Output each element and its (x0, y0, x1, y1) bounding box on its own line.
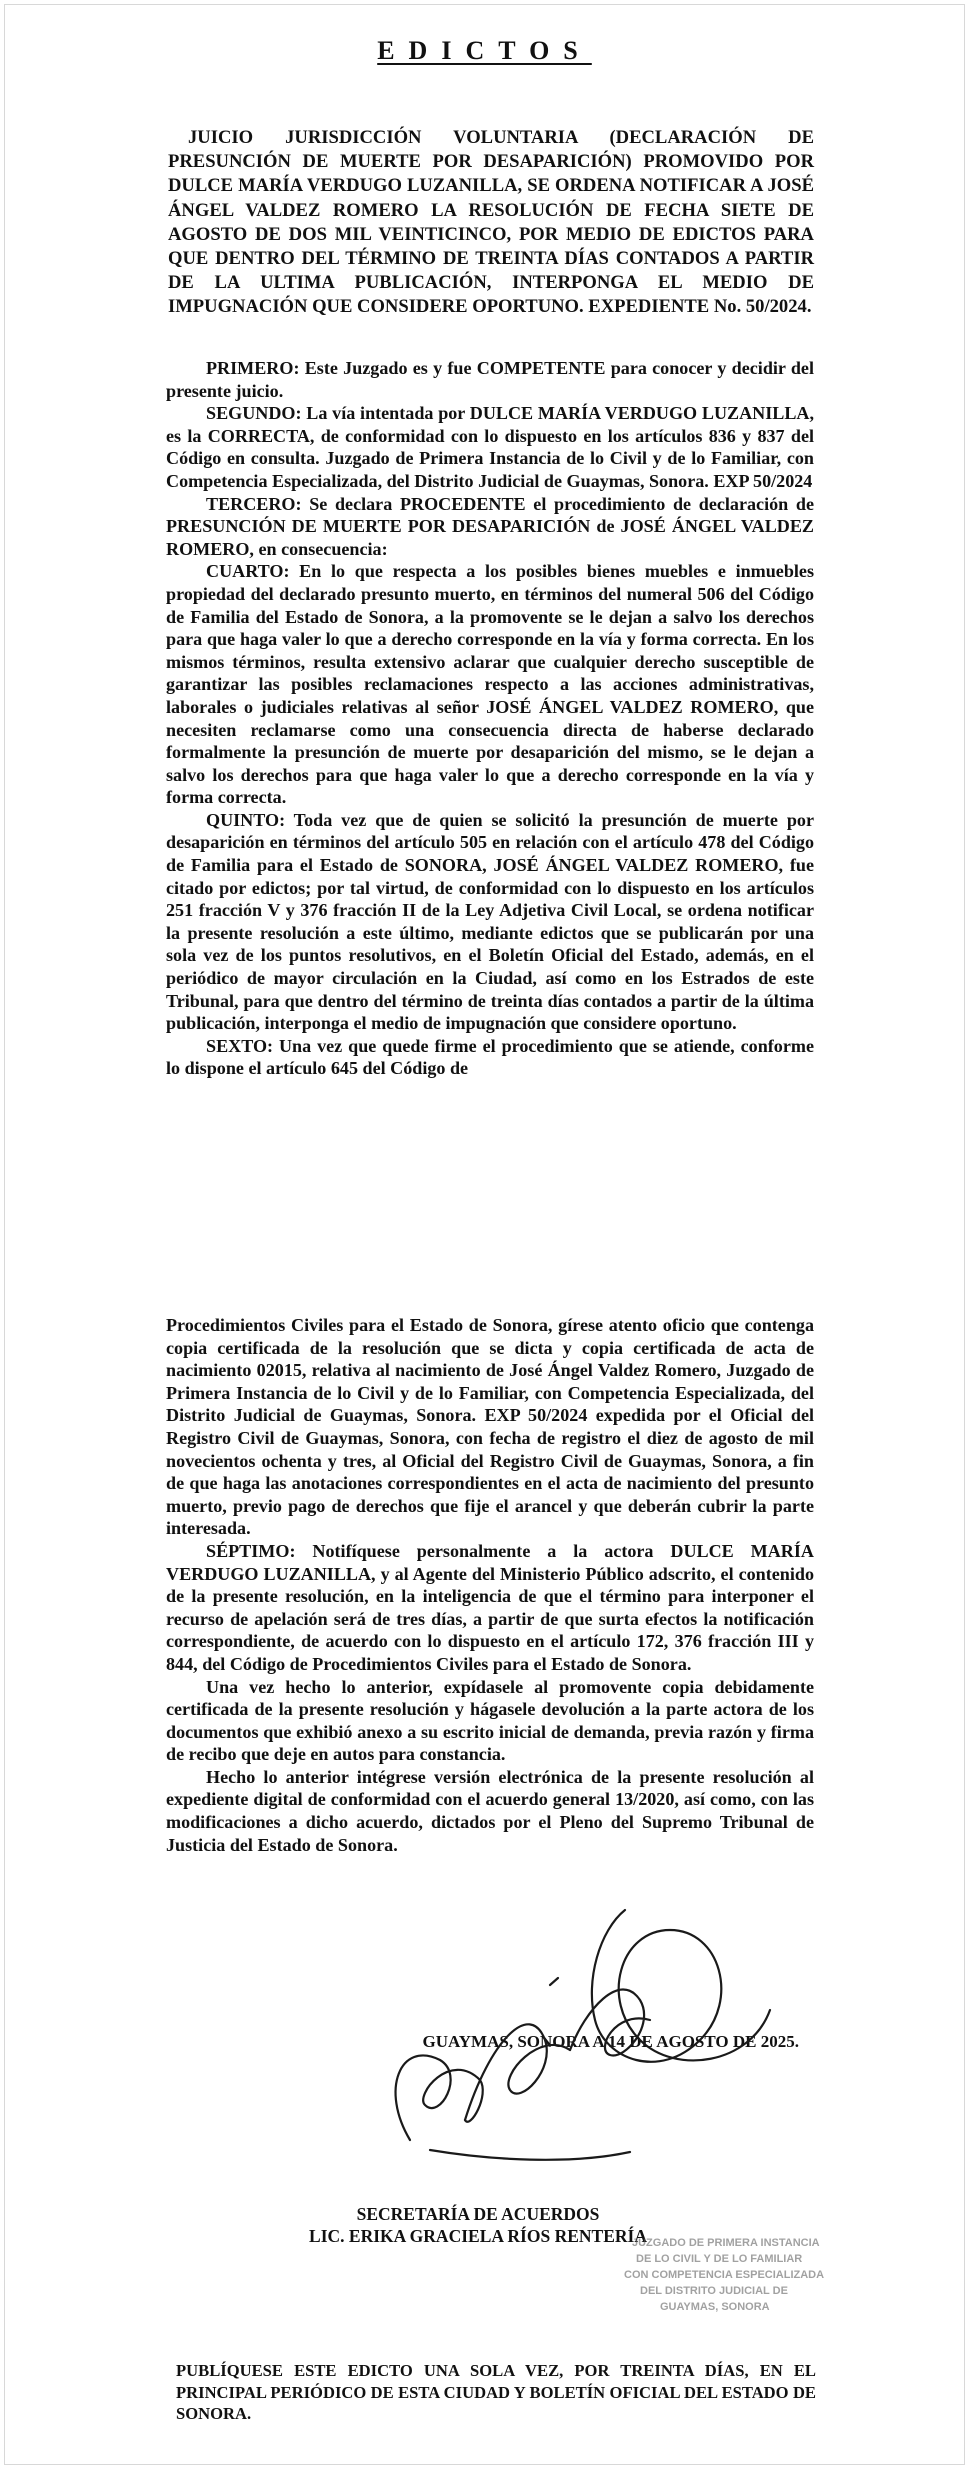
document-title: EDICTOS (377, 36, 592, 65)
point-sexto-continued: Procedimientos Civiles para el Estado de Sonora, gírese atento oficio que contenga copia certificada de la resolución que se dicta y copia certificada de acta de nacimiento 02015, relativa al nacimiento de José Ángel Valdez Romero, Juzgado de Primera Instancia de lo Civil y de lo Familiar, con Competencia Especializada, del Distrito Judicial de Guaymas, Sonora. EXP 50/2024 expedida por el Oficial del Registro Civil de Guaymas, Sonora, con fecha de registro el diez de agosto de mil novecientos ochenta y tres, al Oficial del Registro Civil de Guaymas, Sonora, a fin de que haga las anotaciones correspondientes en el acta de nacimiento del presunto muerto, previo pago de derechos que fije el arancel y que deberán cubrir la parte interesada. (166, 1315, 814, 1539)
point-primero: PRIMERO: Este Juzgado es y fue COMPETENTE para conocer y decidir del presente juicio. (166, 358, 814, 401)
point-sexto: SEXTO: Una vez que quede firme el procedimiento que se atiende, conforme lo dispone el artículo 645 del Código de (166, 1035, 814, 1079)
seal-line-3: CON COMPETENCIA ESPECIALIZADA (624, 2269, 825, 2281)
signature-block (288, 2203, 668, 2247)
signatory-name: LIC. ERIKA GRACIELA RÍOS RENTERÍA (309, 2226, 647, 2246)
seal-line-4: DEL DISTRITO JUDICIAL DE (640, 2285, 788, 2297)
paragraph-copia: Una vez hecho lo anterior, expídasele al promovente copia debidamente certificada de la presente resolución y hágasele devolución a la parte actora de los documentos que exhibió anexo a su escrito inicial de demanda, previa razón y firma de recibo que deje en autos para constancia. (166, 1676, 814, 1765)
signatory-role: SECRETARÍA DE ACUERDOS (356, 2204, 600, 2224)
point-quinto: QUINTO: Toda vez que de quien se solicitó la presunción de muerte por desaparición en términos del artículo 505 en relación con el artículo 478 del Código de Familia para el Estado de SONORA, JOSÉ ÁNGEL VALDEZ ROMERO, fue citado por edictos; por tal virtud, de conformidad con lo dispuesto en los artículos 251 fracción V y 376 fracción II de la Ley Adjetiva Civil Local, se ordena notificar la presente resolución a este último, mediante edictos que se publicarán por una sola vez de los puntos resolutivos, en el Boletín Oficial del Estado, además, en el periódico de mayor circulación en la Ciudad, así como en los Estrados de este Tribunal, para que dentro del término de treinta días contados a partir de la última publicación, interponga el medio de impugnación que considere oportuno. (166, 809, 814, 1034)
point-tercero: TERCERO: Se declara PROCEDENTE el procedimiento de declaración de PRESUNCIÓN DE MUERTE POR DESAPARICIÓN de JOSÉ ÁNGEL VALDEZ ROMERO, en consecuencia: (166, 493, 814, 559)
point-septimo: SÉPTIMO: Notifíquese personalmente a la actora DULCE MARÍA VERDUGO LUZANILLA, y al Agente del Ministerio Público adscrito, el contenido de la presente resolución, en la inteligencia de que el término para interponer el recurso de apelación será de tres días, a partir de que surta efectos la notificación correspondiente, de acuerdo con lo dispuesto en el artículo 172, 376 fracción III y 844, del Código de Procedimientos Civiles para el Estado de Sonora. (166, 1540, 814, 1674)
point-segundo: SEGUNDO: La vía intentada por DULCE MARÍA VERDUGO LUZANILLA, es la CORRECTA, de conformidad con lo dispuesto en los artículos 836 y 837 del Código en consulta. Juzgado de Primera Instancia de lo Civil y de lo Familiar, con Competencia Especializada, del Distrito Judicial de Guaymas, Sonora. EXP 50/2024 (166, 403, 814, 491)
court-seal-stamp (620, 2232, 830, 2322)
point-cuarto: CUARTO: En lo que respecta a los posibles bienes muebles e inmuebles propiedad del declarado presunto muerto, en términos del numeral 506 del Código de Familia del Estado de Sonora, a la promovente se le dejan a salvo los derechos para que haga valer lo que a derecho corresponde en la vía y forma correcta. En los mismos términos, resulta extensivo aclarar que cualquier derecho susceptible de garantizar las posibles reclamaciones respecto a las acciones administrativas, laborales o judiciales relativas al señor JOSÉ ÁNGEL VALDEZ ROMERO, que necesiten reclamarse como una consecuencia directa de haberse declarado formalmente la presunción de muerte por desaparición del mismo, se le dejan a salvo los derechos para que haga valer lo que a derecho corresponde en la vía y forma correcta. (166, 561, 814, 808)
paragraph-version-electronica: Hecho lo anterior intégrese versión electrónica de la presente resolución al expediente digital de conformidad con el acuerdo general 13/2020, así como, con las modificaciones a dicho acuerdo, dictados por el Pleno del Supremo Tribunal de Justicia del Estado de Sonora. (166, 1766, 814, 1855)
resolution-points-lower (166, 1314, 814, 1856)
case-summary: JUICIO JURISDICCIÓN VOLUNTARIA (DECLARACIÓN DE PRESUNCIÓN DE MUERTE POR DESAPARICIÓN) PROMOVIDO POR DULCE MARÍA VERDUGO LUZANILLA, SE ORDENA NOTIFICAR A JOSÉ ÁNGEL VALDEZ ROMERO LA RESOLUCIÓN DE FECHA SIETE DE AGOSTO DE DOS MIL VEINTICINCO, POR MEDIO DE EDICTOS PARA QUE DENTRO DEL TÉRMINO DE TREINTA DÍAS CONTADOS A PARTIR DE LA ULTIMA PUBLICACIÓN, INTERPONGA EL MEDIO DE IMPUGNACIÓN QUE CONSIDERE OPORTUNO. EXPEDIENTE No. 50/2024. (168, 127, 814, 318)
place-date-line: GUAYMAS, SONORA A 14 DE AGOSTO DE 2025. (422, 2032, 799, 2051)
seal-line-1: JUZGADO DE PRIMERA INSTANCIA (632, 2237, 820, 2249)
publication-instruction: PUBLÍQUESE ESTE EDICTO UNA SOLA VEZ, POR TREINTA DÍAS, EN EL PRINCIPAL PERIÓDICO DE ESTA CIUDAD Y BOLETÍN OFICIAL DEL ESTADO DE SONORA. (176, 2361, 816, 2423)
seal-line-2: DE LO CIVIL Y DE LO FAMILIAR (636, 2253, 803, 2265)
handwritten-signature (370, 1890, 790, 2190)
seal-line-5: GUAYMAS, SONORA (660, 2301, 770, 2313)
resolution-points-upper (166, 357, 814, 1080)
